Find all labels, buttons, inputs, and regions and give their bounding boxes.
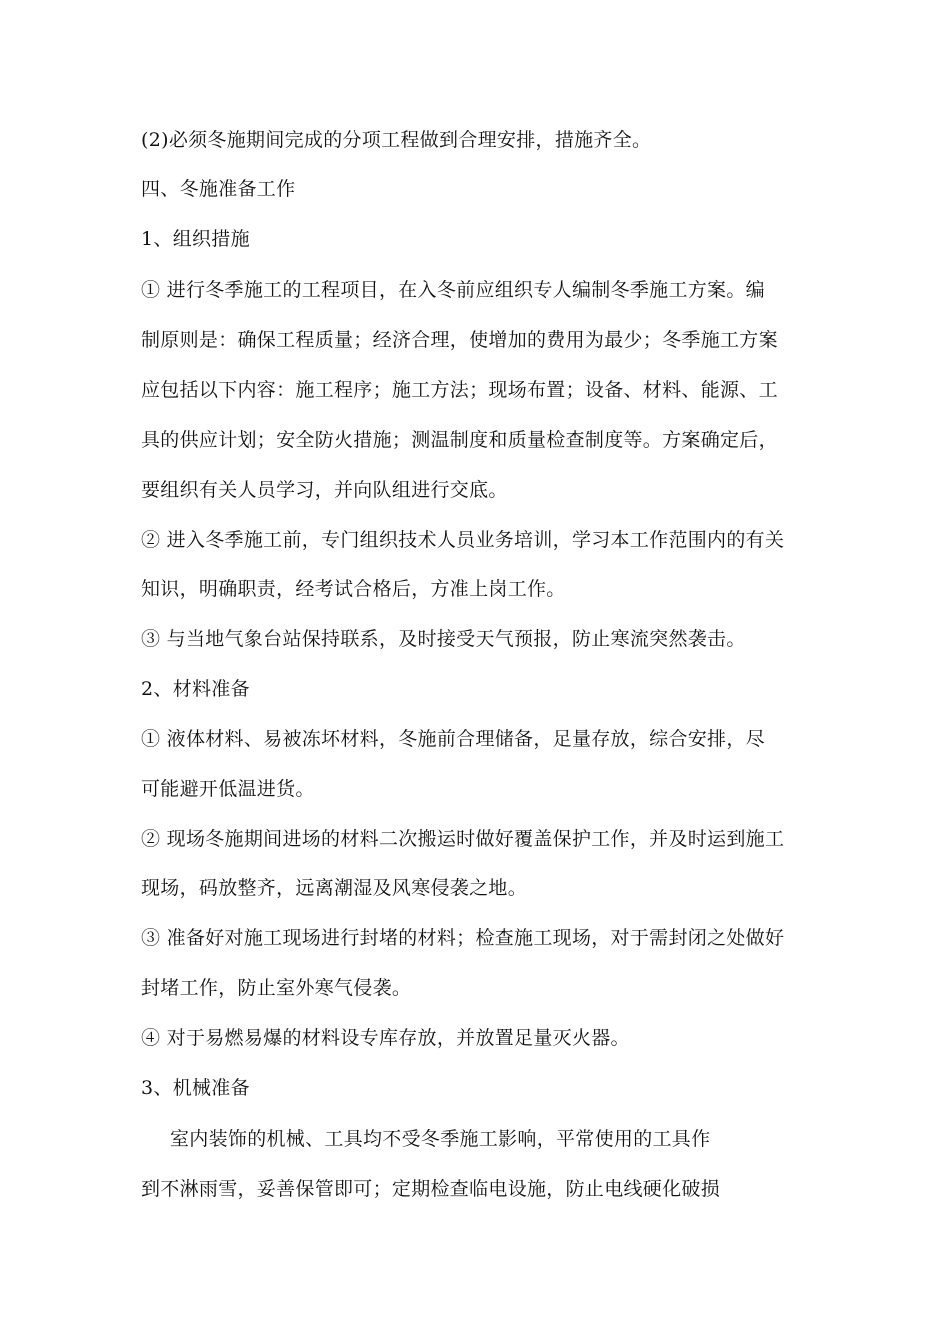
paragraph-line: 可能避开低温进货。 <box>141 778 315 800</box>
paragraph-line: ③ 与当地气象台站保持联系，及时接受天气预报，防止寒流突然袭击。 <box>141 628 746 650</box>
paragraph-line: ② 现场冬施期间进场的材料二次搬运时做好覆盖保护工作，并及时运到施工 <box>141 828 785 850</box>
paragraph-line: 现场，码放整齐，远离潮湿及风寒侵袭之地。 <box>141 877 528 899</box>
paragraph-line: 要组织有关人员学习，并向队组进行交底。 <box>141 479 508 501</box>
paragraph-line: ① 进行冬季施工的工程项目，在入冬前应组织专人编制冬季施工方案。编 <box>141 279 765 301</box>
paragraph-line: ③ 准备好对施工现场进行封堵的材料；检查施工现场，对于需封闭之处做好 <box>141 927 785 949</box>
paragraph-line: 室内装饰的机械、工具均不受冬季施工影响，平常使用的工具作 <box>170 1128 711 1150</box>
paragraph-line: 应包括以下内容：施工程序；施工方法；现场布置；设备、材料、能源、工 <box>141 379 778 401</box>
paragraph-line: 封堵工作，防止室外寒气侵袭。 <box>141 977 412 999</box>
subsection-heading: 1、组织措施 <box>141 228 250 250</box>
paragraph-line: ④ 对于易燃易爆的材料设专库存放，并放置足量灭火器。 <box>141 1027 630 1049</box>
paragraph-line: ① 液体材料、易被冻坏材料，冬施前合理储备，足量存放，综合安排，尽 <box>141 728 765 750</box>
paragraph-line: ② 进入冬季施工前，专门组织技术人员业务培训，学习本工作范围内的有关 <box>141 529 785 551</box>
paragraph-line: (2)必须冬施期间完成的分项工程做到合理安排，措施齐全。 <box>141 129 652 151</box>
paragraph-line: 制原则是：确保工程质量；经济合理，使增加的费用为最少；冬季施工方案 <box>141 329 778 351</box>
subsection-heading: 3、机械准备 <box>141 1077 250 1099</box>
subsection-heading: 2、材料准备 <box>141 678 250 700</box>
paragraph-line: 具的供应计划；安全防火措施；测温制度和质量检查制度等。方案确定后， <box>141 429 778 451</box>
paragraph-line: 到不淋雨雪，妥善保管即可；定期检查临电设施，防止电线硬化破损 <box>141 1178 721 1200</box>
paragraph-line: 知识，明确职责，经考试合格后，方准上岗工作。 <box>141 578 566 600</box>
section-heading: 四、冬施准备工作 <box>141 178 296 200</box>
